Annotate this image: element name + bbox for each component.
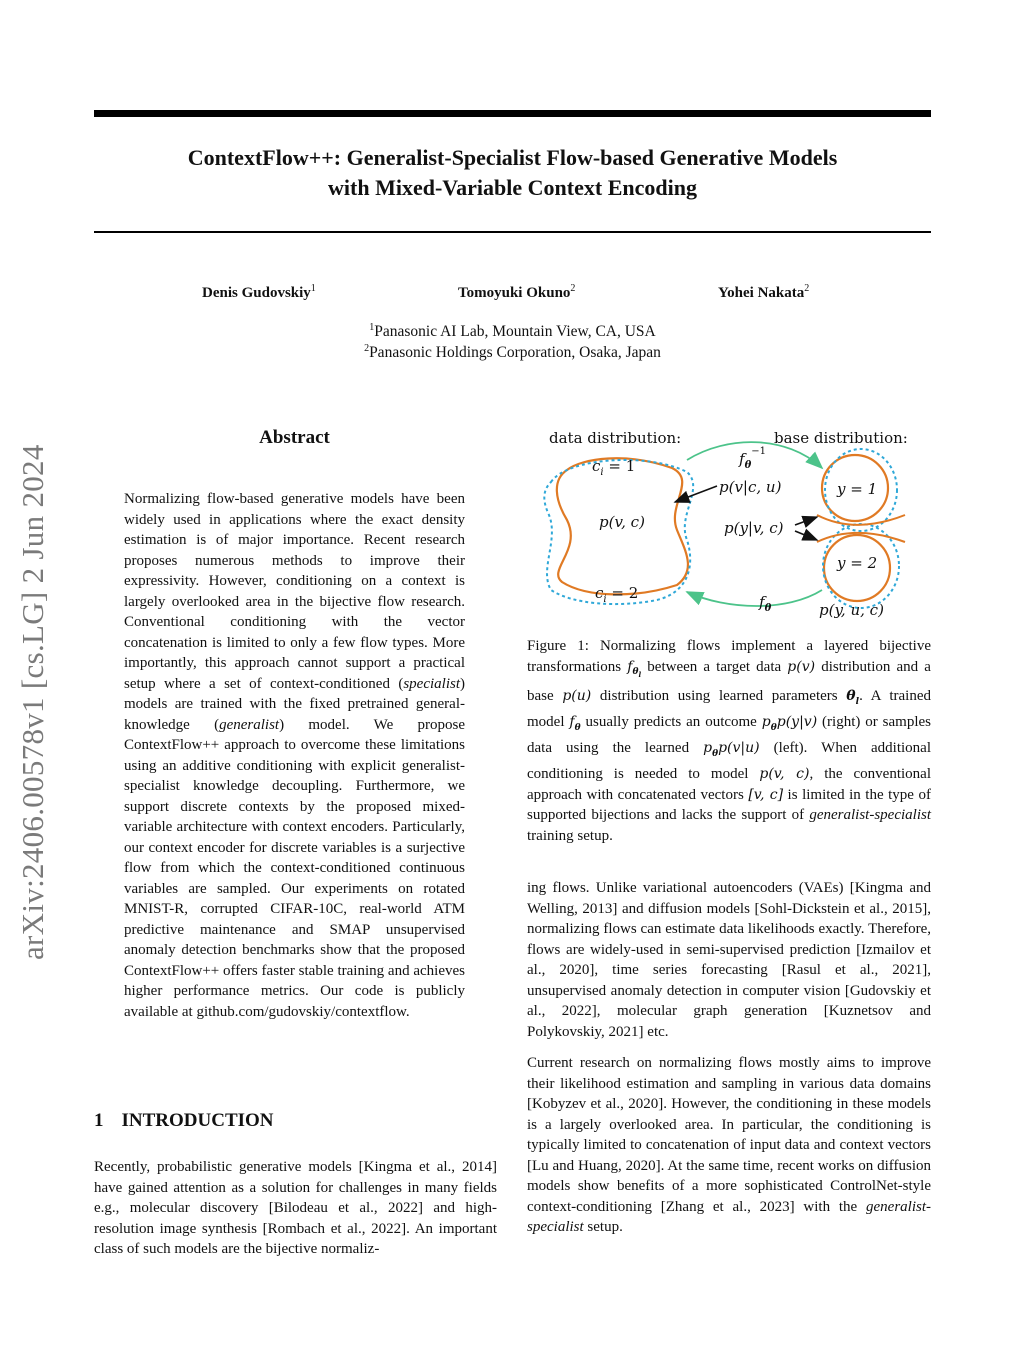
label-data-distribution: data distribution: — [549, 429, 682, 447]
figure-1-diagram — [527, 420, 931, 630]
label-base-distribution: base distribution: — [774, 429, 908, 447]
author-3: Yohei Nakata$^2$ — [718, 283, 810, 301]
top-rule — [94, 110, 931, 117]
paper-title: ContextFlow++: Generalist-Specialist Flow-based Generative Models with Mixed-Variable Context Encoding — [187, 145, 838, 200]
label-pvcu: p(v|c, u) — [719, 478, 782, 496]
arrow-to-boundary-2 — [795, 531, 817, 540]
section-heading: 1 INTRODUCTION — [94, 1110, 274, 1131]
arrow-to-boundary-1 — [795, 517, 817, 525]
label-y2: y = 2 — [837, 554, 878, 572]
abstract-body: Normalizing flow-based generative models have been widely used in applications where the exact density estimation is of major importance. Recent research proposes numerous methods to improve their expressivity. However, conditioning on a context is largely overlooked area in the bijective flow research. Conventional conditioning with the vector concatenation is limited to only a few flow types. More importantly, this approach cannot support a practical setup where a set of context-conditioned (specialist) models are trained with the fixed pretrained general-knowledge (generalist) model. We propose ContextFlow++ approach to overcome these limitations using an additive conditioning with explicit generalist-specialist knowledge decoupling. Furthermore, we support discrete contexts by the proposed mixed-variable architecture with context encoders. Particularly, our context encoder for discrete variables is a surjective flow from which the context-conditioned continuous variables are sampled. Our experiments on rotated MNIST-R, corrupted CIFAR-10C, real-world ATM predictive maintenance and SMAP unsupervised anomaly detection benchmarks show that the proposed ContextFlow++ offers faster stable training and achieves higher performance metrics. Our code is publicly available at github.com/gudovskiy/contextflow. — [124, 491, 465, 1020]
label-ci-1: $c_i = 1$ — [592, 457, 636, 478]
affiliation-2: $^2$Panasonic Holdings Corporation, Osaka, Japan — [364, 343, 661, 362]
forward-flow-arrow — [687, 590, 822, 606]
label-pvc: p(v, c) — [599, 513, 645, 531]
data-distribution-dotted — [544, 460, 693, 604]
figure-1-caption: Figure 1: Normalizing flows implement a layered bijective transformations $f_{\theta_l}$ between a target data p(v) distribution and a base p(u) distribution using learned parameters $\theta_l$. A trained model $f_\theta$ usually predicts an outcome $p_\theta p(y|v)$ (right) or samples data using the learned $p_\theta p(v|u)$ (left). When additional conditioning is needed to model p(v, c), the conventional approach with concatenated vectors [v, c] is limited in the type of supported bijections and lacks the support of generalist-specialist training setup. — [527, 638, 932, 844]
title-rule — [94, 231, 931, 233]
intro-right-column — [527, 878, 931, 1249]
intro-right-paragraph-2: Current research on normalizing flows mostly aims to improve their likelihood estimation and sampling in various data domains [Kobyzev et al., 2020]. However, the conditioning in these models is a largely overlooked area. In particular, the conditioning is typically limited to concatenation of input data and context vectors [Lu and Huang, 2020]. At the same time, recent works on diffusion models show benefits of a more sophisticated ControlNet-style context-conditioning [Zhang et al., 2023] with the generalist-specialist setup. — [527, 1055, 931, 1235]
label-pyvc: p(y|v, c) — [724, 519, 784, 537]
label-f-forward: $f_\theta$ — [759, 593, 772, 614]
label-ci-2: $c_i = 2$ — [595, 584, 639, 605]
author-1: Denis Gudovskiy$^1$ — [202, 283, 316, 301]
label-f-inverse: $f_\theta^{-1}$ — [739, 446, 766, 471]
intro-right-paragraph-1: ing flows. Unlike variational autoencoders (VAEs) [Kingma and Welling, 2013] and diffusion models [Sohl-Dickstein et al., 2015], normalizing flows can estimate data likelihoods exactly. Therefore, flows are widely-used in semi-supervised prediction [Izmailov et al., 2020], time series forecasting [Rasul et al., 2021], unsupervised anomaly detection in computer vision [Gudovskiy et al., 2022], molecular graph generation [Kuznetsov and Polykovskiy, 2021] etc. — [527, 880, 931, 1040]
author-2: Tomoyuki Okuno$^2$ — [458, 283, 576, 301]
arxiv-watermark: arXiv:2406.00578v1 [cs.LG] 2 Jun 2024 — [15, 444, 50, 960]
intro-left-column: Recently, probabilistic generative models [Kingma et al., 2014] have gained attention as a solution for challenges in many fields e.g., molecular discovery [Bilodeau et al., 2022] and high-resolution image synthesis [Rombach et al., 2022]. An important class of such models are the bijective normaliz- — [94, 1159, 497, 1257]
abstract-heading: Abstract — [259, 427, 330, 448]
label-pyuc: p(y, u, c) — [819, 601, 884, 619]
label-y1: y = 1 — [837, 480, 878, 498]
affiliation-1: $^1$Panasonic AI Lab, Mountain View, CA, USA — [369, 322, 656, 341]
